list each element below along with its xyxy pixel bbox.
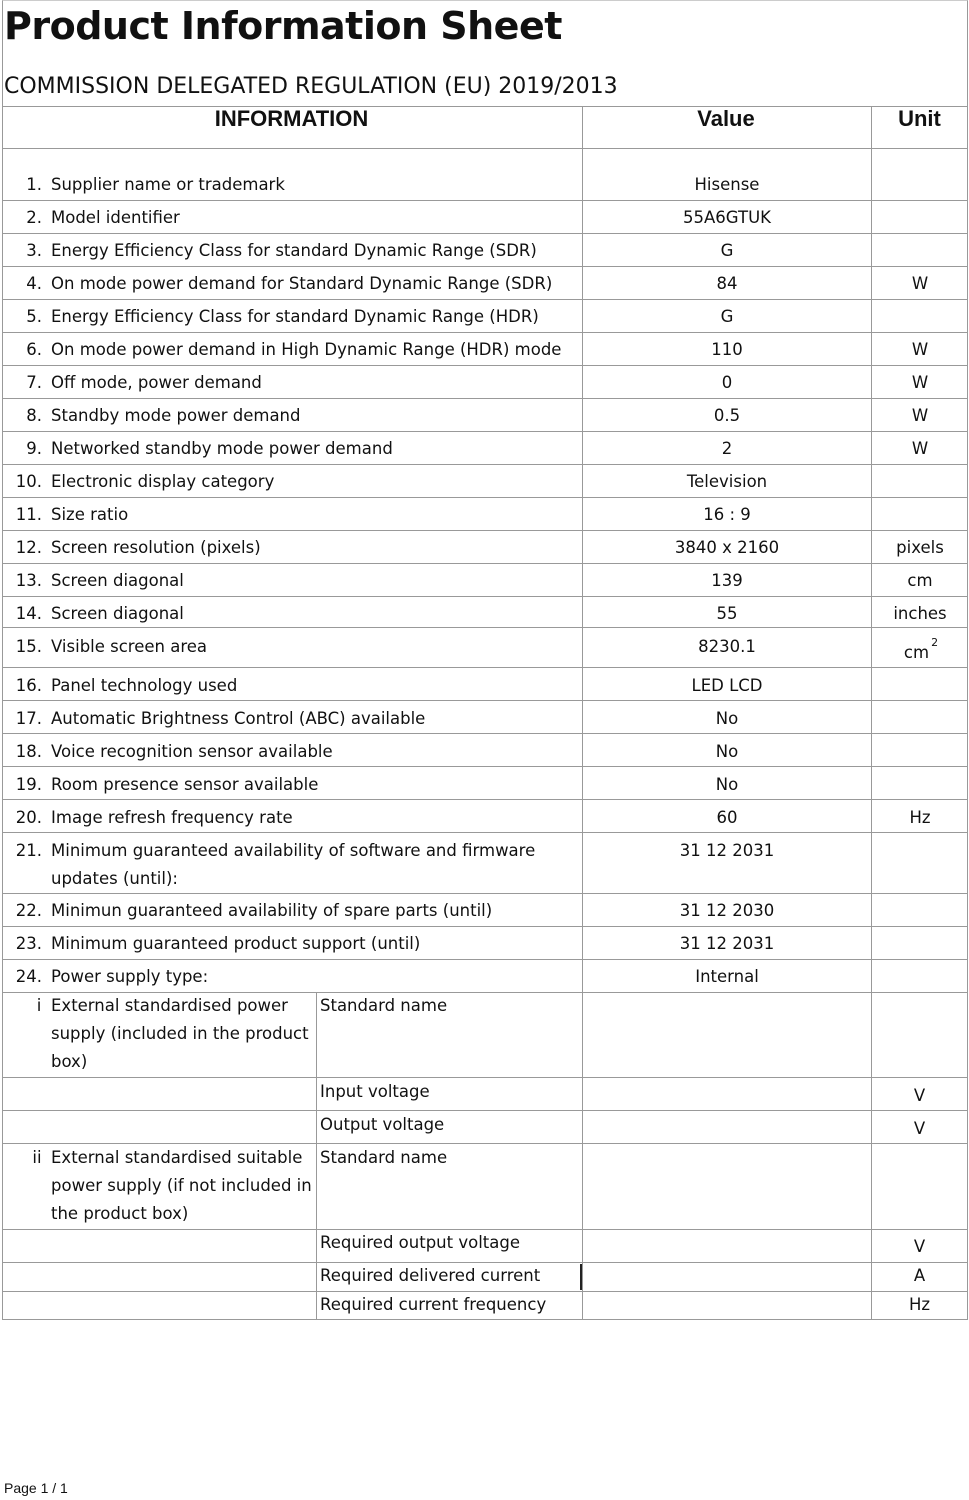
row-number: 15. <box>15 637 42 656</box>
row-value: 0 <box>721 373 733 392</box>
row-label: On mode power demand in High Dynamic Range (HDR) mode <box>51 340 562 359</box>
row-label: On mode power demand for Standard Dynamic Range (SDR) <box>51 274 553 293</box>
row-divider <box>2 200 968 201</box>
row-value: 0.5 <box>713 406 741 425</box>
row-value: 31 12 2031 <box>679 841 775 860</box>
psu-i-label: External standardised power supply (included in the product box) <box>51 996 309 1071</box>
row-value: 55 <box>716 604 738 623</box>
row-label: Supplier name or trademark <box>51 175 285 194</box>
row-number: 23. <box>15 934 42 953</box>
row-divider <box>2 799 968 800</box>
row-label: Electronic display category <box>51 472 275 491</box>
row-divider <box>2 893 968 894</box>
row-divider <box>2 700 968 701</box>
regulation-subtitle: COMMISSION DELEGATED REGULATION (EU) 2019/2013 <box>4 74 618 99</box>
row-value: 84 <box>716 274 738 293</box>
row-unit-base: cm <box>903 643 930 662</box>
row-label: Screen diagonal <box>51 604 184 623</box>
row-value: G <box>720 241 734 260</box>
row-divider <box>2 733 968 734</box>
row-label: Image refresh frequency rate <box>51 808 293 827</box>
psu-i-input-voltage: Input voltage <box>320 1082 430 1101</box>
row-divider <box>2 233 968 234</box>
psu-ii-required-delivered-current: Required delivered current <box>320 1266 541 1285</box>
row-value: 3840 x 2160 <box>674 538 780 557</box>
row-label: Minimum guaranteed availability of software and firmware updates (until): <box>51 841 536 888</box>
row-number: 19. <box>15 775 42 794</box>
row-value: 8230.1 <box>698 637 756 656</box>
row-number: 20. <box>15 808 42 827</box>
row-label: Minimun guaranteed availability of spare parts (until) <box>51 901 493 920</box>
row-number: 3. <box>26 241 42 260</box>
psu-i-input-voltage-unit: V <box>913 1086 926 1105</box>
row-unit: pixels <box>896 538 944 557</box>
row-label: Minimum guaranteed product support (until) <box>51 934 421 953</box>
row-divider <box>2 431 968 432</box>
row-value: Television <box>686 472 768 491</box>
row-number: 7. <box>26 373 42 392</box>
row-divider <box>2 959 968 960</box>
row-number: 18. <box>15 742 42 761</box>
row-number: 24. <box>15 967 42 986</box>
row-unit <box>872 636 968 669</box>
row-label: Screen resolution (pixels) <box>51 538 261 557</box>
row-divider <box>2 464 968 465</box>
row-number: 11. <box>15 505 42 524</box>
row-value: 139 <box>711 571 743 590</box>
row-divider <box>2 365 968 366</box>
row-value: 110 <box>711 340 743 359</box>
row-label: Automatic Brightness Control (ABC) available <box>51 709 426 728</box>
row-unit: W <box>911 406 929 425</box>
column-header-unit: Unit <box>898 106 941 131</box>
row-value: 31 12 2031 <box>679 934 775 953</box>
row-unit: W <box>911 373 929 392</box>
row-label: Networked standby mode power demand <box>51 439 393 458</box>
row-unit: W <box>911 274 929 293</box>
row-number: 10. <box>15 472 42 491</box>
row-number: 4. <box>26 274 42 293</box>
column-divider-subfield <box>316 992 317 1320</box>
row-unit: W <box>911 439 929 458</box>
psu-ii-required-current-frequency-unit: Hz <box>908 1295 931 1314</box>
row-label: Size ratio <box>51 505 129 524</box>
row-divider <box>2 332 968 333</box>
row-number: 9. <box>26 439 42 458</box>
psu-i-standard-name: Standard name <box>320 996 448 1015</box>
psu-ii-label: External standardised suitable power supply (if not included in the product box) <box>51 1148 312 1223</box>
row-divider <box>2 766 968 767</box>
row-divider <box>2 596 968 597</box>
row-divider <box>2 832 968 833</box>
header-bottom-line <box>2 148 968 149</box>
row-value: 16 : 9 <box>703 505 751 524</box>
row-label: Room presence sensor available <box>51 775 319 794</box>
row-unit: Hz <box>909 808 931 827</box>
row-divider <box>2 299 968 300</box>
row-number: 5. <box>26 307 42 326</box>
row-value: 55A6GTUK <box>683 208 771 227</box>
column-header-information: INFORMATION <box>214 106 369 131</box>
row-label: Voice recognition sensor available <box>51 742 333 761</box>
row-number: 1. <box>26 175 42 194</box>
row-value: 60 <box>716 808 738 827</box>
psu-i-output-voltage: Output voltage <box>320 1115 445 1134</box>
row-number: 17. <box>15 709 42 728</box>
psu-ii-standard-name: Standard name <box>320 1148 448 1167</box>
row-value: G <box>720 307 734 326</box>
row-label: Screen diagonal <box>51 571 184 590</box>
row-value: No <box>715 775 739 794</box>
text-cursor-mark <box>580 1264 582 1290</box>
row-label: Power supply type: <box>51 967 209 986</box>
row-value: No <box>715 709 739 728</box>
row-number: 12. <box>15 538 42 557</box>
psu-ii-required-delivered-current-unit: A <box>913 1266 926 1285</box>
row-divider <box>2 563 968 564</box>
row-label: Standby mode power demand <box>51 406 301 425</box>
row-divider <box>2 266 968 267</box>
row-unit: cm <box>907 571 933 590</box>
row-number: 16. <box>15 676 42 695</box>
row-value: Hisense <box>694 175 760 194</box>
row-number: 13. <box>15 571 42 590</box>
row-divider <box>2 667 968 668</box>
page-title: Product Information Sheet <box>4 4 562 48</box>
row-unit: inches <box>893 604 947 623</box>
psu-ii-required-output-voltage: Required output voltage <box>320 1233 520 1252</box>
row-label: Off mode, power demand <box>51 373 262 392</box>
row-number: 14. <box>15 604 42 623</box>
row-divider <box>2 627 968 628</box>
row-number: 8. <box>26 406 42 425</box>
row-value: No <box>715 742 739 761</box>
row-number: 2. <box>26 208 42 227</box>
row-divider <box>2 926 968 927</box>
column-header-value: Value <box>697 106 755 131</box>
row-label: Model identifier <box>51 208 180 227</box>
row-value: LED LCD <box>691 676 763 695</box>
row-number: 22. <box>15 901 42 920</box>
row-divider <box>2 530 968 531</box>
row-value: 2 <box>721 439 733 458</box>
psu-i-output-voltage-unit: V <box>913 1119 926 1138</box>
psu-ii-required-current-frequency: Required current frequency <box>320 1295 547 1314</box>
row-label: Energy Efficiency Class for standard Dynamic Range (SDR) <box>51 241 537 260</box>
row-label: Energy Efficiency Class for standard Dynamic Range (HDR) <box>51 307 539 326</box>
row-unit: W <box>911 340 929 359</box>
row-divider <box>2 398 968 399</box>
row-number: 6. <box>26 340 42 359</box>
psu-ii-number: ii <box>32 1148 42 1167</box>
row-number: 21. <box>15 841 42 860</box>
row-label: Visible screen area <box>51 637 208 656</box>
row-unit-superscript: 2 <box>931 636 939 649</box>
page-footer: Page 1 / 1 <box>4 1480 68 1496</box>
row-label: Panel technology used <box>51 676 238 695</box>
psu-i-number: i <box>36 996 42 1015</box>
row-value: Internal <box>695 967 759 986</box>
row-divider <box>2 497 968 498</box>
psu-ii-required-output-voltage-unit: V <box>913 1237 926 1256</box>
row-value: 31 12 2030 <box>679 901 775 920</box>
